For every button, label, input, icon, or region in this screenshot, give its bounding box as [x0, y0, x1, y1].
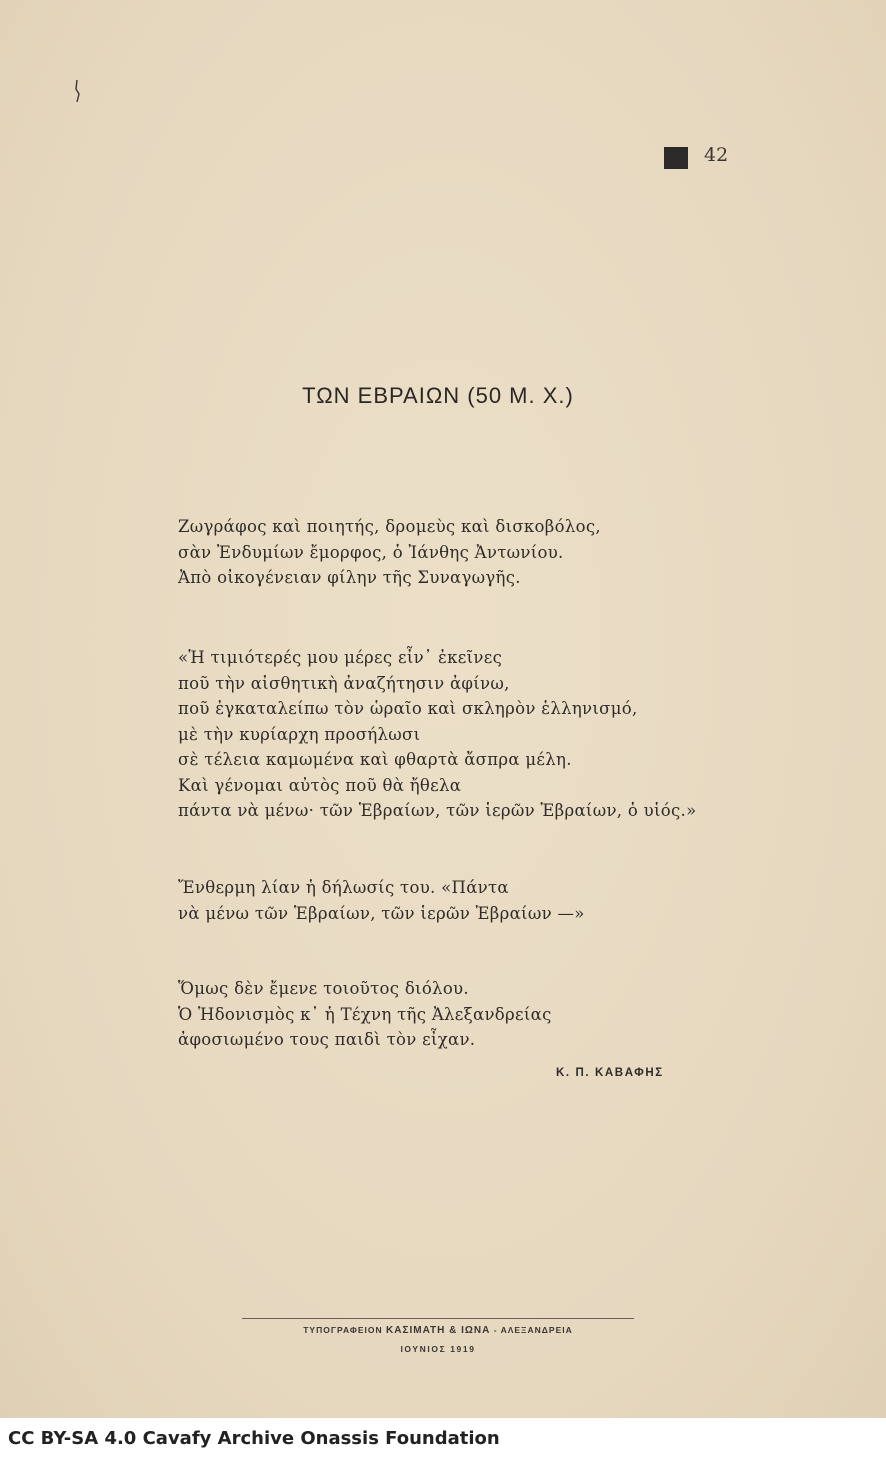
- stanza-3: [178, 875, 585, 926]
- poem-line: σὰν Ἐνδυμίων ἔμορφος, ὁ Ἰάνθης Ἀντωνίου.: [178, 542, 564, 562]
- poem-line: ποῦ ἐγκαταλείπω τὸν ὡραῖο καὶ σκληρὸν ἑλληνισμό,: [178, 699, 638, 718]
- page-number: 42: [704, 144, 729, 166]
- poem-line: Ἔνθερμη λίαν ἡ δήλωσίς του. «Πάντα: [178, 878, 509, 897]
- footer-rule: [242, 1318, 634, 1319]
- poem-line: σὲ τέλεια καμωμένα καὶ φθαρτὰ ἄσπρα μέλη.: [178, 750, 572, 769]
- poem-line: Ζωγράφος καὶ ποιητής, δρομεὺς καὶ δισκοβόλος,: [178, 517, 601, 536]
- poem-line: Καὶ γένομαι αὐτὸς ποῦ θὰ ἤθελα: [178, 775, 462, 795]
- poem-line: πάντα νὰ μένω· τῶν Ἑβραίων, τῶν ἱερῶν Ἑβραίων, ὁ υἱός.»: [178, 801, 697, 820]
- poem-title: ΤΩΝ ΕΒΡΑΙΩΝ (50 Μ. Χ.): [302, 383, 574, 408]
- printer-name: ΚΑΣΙΜΑΤΗ & ΙΩΝΑ: [386, 1325, 491, 1336]
- printer-suffix: - ΑΛΕΞΑΝΔΡΕΙΑ: [493, 1325, 573, 1335]
- author-signature: Κ. Π. ΚΑΒΑΦΗΣ: [556, 1067, 664, 1079]
- printer-imprint: [0, 1325, 876, 1336]
- ink-mark: [74, 80, 80, 102]
- stanza-1: [178, 514, 601, 591]
- printer-prefix: ΤΥΠΟΓΡΑΦΕΙΟΝ: [303, 1325, 383, 1335]
- poem-line: Ἀπὸ οἰκογένειαν φίλην τῆς Συναγωγῆς.: [178, 568, 521, 587]
- license-credit: CC BY-SA 4.0 Cavafy Archive Onassis Foundation: [8, 1428, 500, 1449]
- print-date: ΙΟΥΝΙΟΣ 1919: [400, 1344, 476, 1354]
- stanza-2: [178, 645, 696, 824]
- poem-line: Ὅμως δὲν ἔμενε τοιοῦτος διόλου.: [178, 979, 469, 998]
- stanza-4: [178, 976, 552, 1053]
- poem-line: ἀφοσιωμένο τους παιδὶ τὸν εἶχαν.: [178, 1030, 476, 1049]
- poem-line: «Ἡ τιμιότερές μου μέρες εἶν᾿ ἐκεῖνες: [178, 648, 503, 667]
- poem-line: νὰ μένω τῶν Ἑβραίων, τῶν ἱερῶν Ἑβραίων —»: [178, 903, 585, 923]
- poem-line: Ὁ Ἡδονισμὸς κ᾿ ἡ Τέχνη τῆς Ἀλεξανδρείας: [178, 1004, 552, 1024]
- poem-line: ποῦ τὴν αἰσθητικὴ ἀναζήτησιν ἀφίνω,: [178, 673, 510, 693]
- poem-line: μὲ τὴν κυρίαρχη προσήλωσι: [178, 724, 421, 744]
- archive-stamp: [664, 147, 688, 169]
